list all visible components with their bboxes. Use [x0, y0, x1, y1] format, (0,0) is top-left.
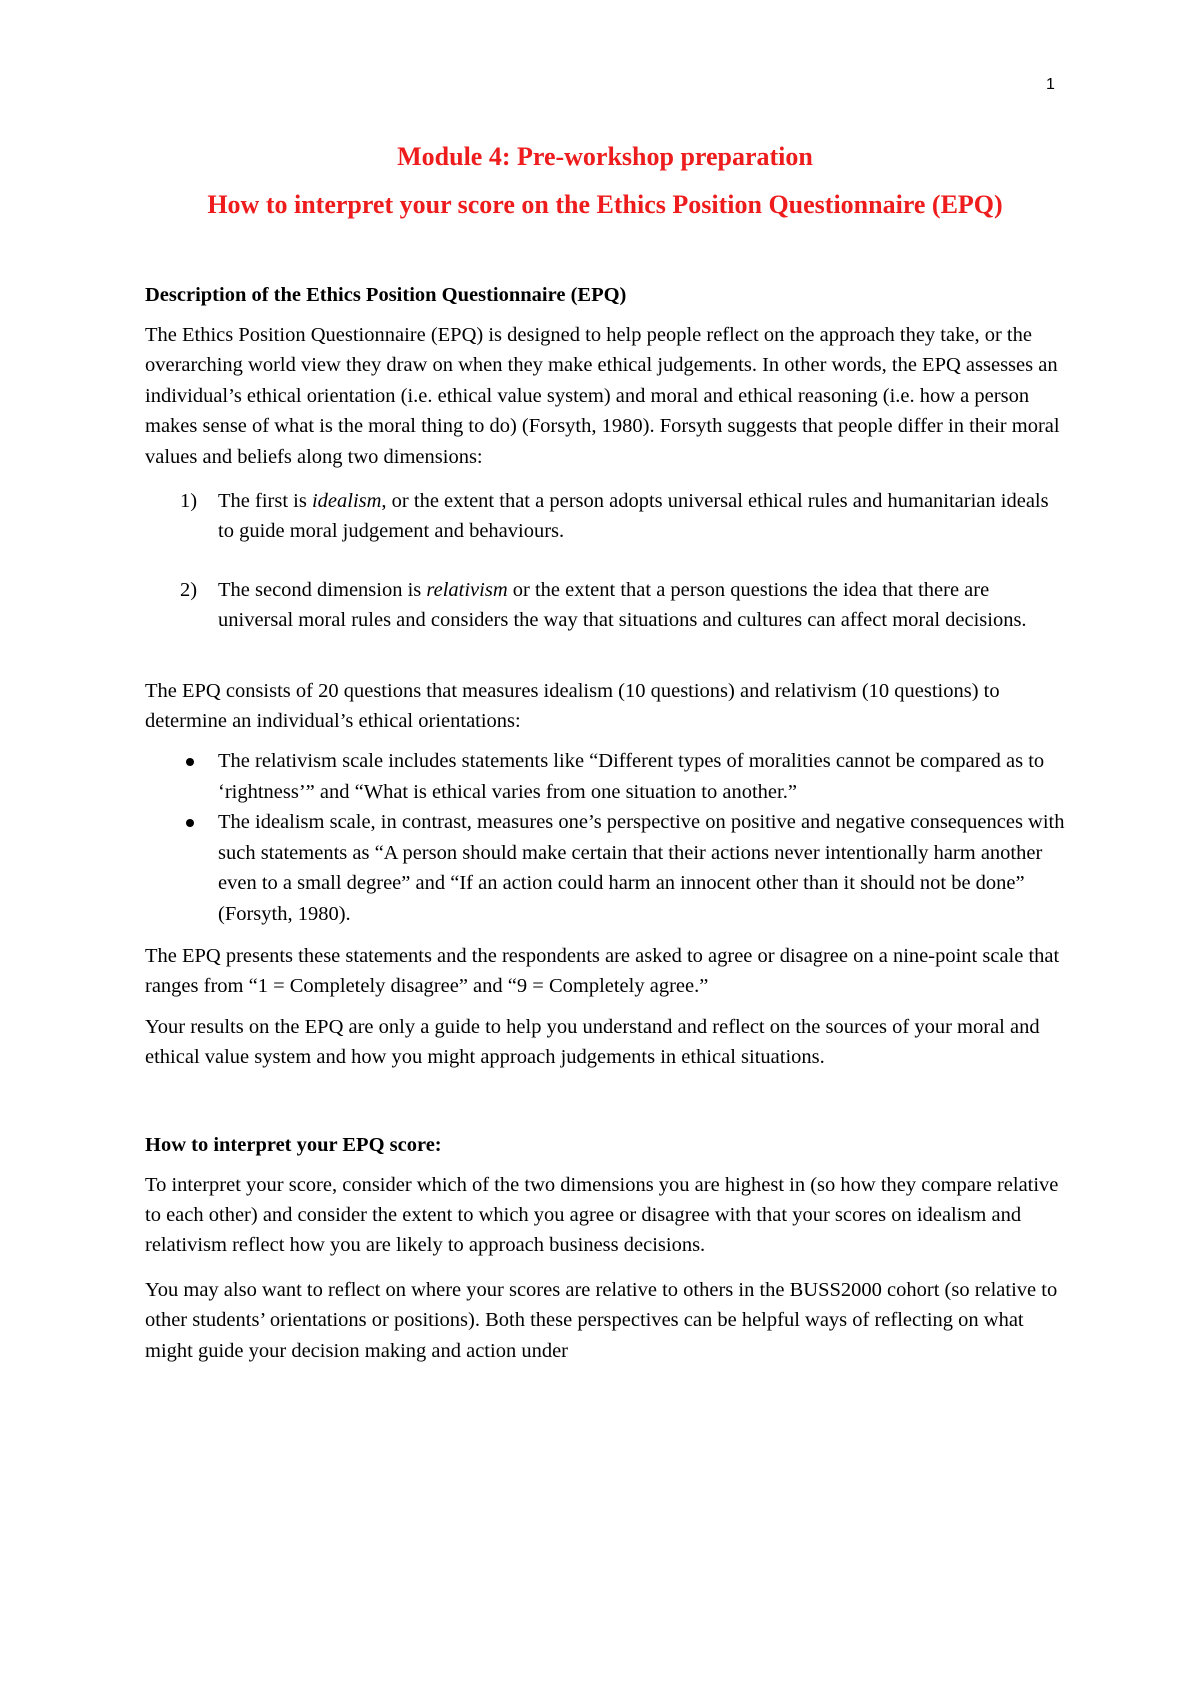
list-marker: 1) — [180, 490, 198, 513]
scale-bullet-relativism — [145, 746, 1065, 807]
dimension-text-after: , or the extent that a person adopts universal ethical rules and humanitarian ideals to guide moral judgement and behaviours. — [218, 490, 1049, 543]
bullet-text: The relativism scale includes statements like “Different types of moralities cannot be compared as to ‘rightness’” and “What is ethical varies from one situation to another.” — [218, 750, 1045, 803]
module-title: Module 4: Pre-workshop preparation — [397, 142, 813, 171]
results-paragraph: Your results on the EPQ are only a guide to help you understand and reflect on the sources of your moral and ethical value system and how you might approach judgements in ethical situations. — [145, 1015, 1040, 1069]
list-marker: 2) — [180, 578, 198, 601]
document-body — [145, 140, 1065, 1376]
interpret-paragraph: To interpret your score, consider which of the two dimensions you are highest in (so how they compare relative to each other) and consider the extent to which you agree or disagree with that your scores on idealism and relativism reflect how you are likely to approach business decisions. — [145, 1173, 1059, 1257]
bullet-icon — [186, 758, 194, 766]
dimension-text-after: or the extent that a person questions the idea that there are universal moral rules and considers the way that situations and cultures can affect moral decisions. — [218, 578, 1027, 632]
page-number: 1 — [1046, 76, 1055, 93]
document-subtitle: How to interpret your score on the Ethics Position Questionnaire (EPQ) — [207, 190, 1003, 219]
presents-paragraph: The EPQ presents these statements and the respondents are asked to agree or disagree on a nine-point scale that ranges from “1 = Completely disagree” and “9 = Completely agree.” — [145, 944, 1060, 998]
reflect-paragraph: You may also want to reflect on where your scores are relative to others in the BUSS2000 cohort (so relative to other students’ orientations or positions). Both these perspectives can be helpful ways of reflecting on what might guide your decision making and action under — [145, 1278, 1058, 1362]
bullet-text: The idealism scale, in contrast, measures one’s perspective on positive and negative consequences with such statements as “A person should make certain that their actions never intentionally harm another even to a small degree” and “If an action could harm an innocent other than it should not be done” (Forsyth, 1980). — [218, 811, 1065, 925]
section-heading-description: Description of the Ethics Position Questionnaire (EPQ) — [145, 284, 627, 306]
dimension-item-relativism — [145, 575, 1065, 636]
intro-paragraph: The Ethics Position Questionnaire (EPQ) is designed to help people reflect on the approach they take, or the overarching world view they draw on when they make ethical judgements. In other words, the EPQ assesses an individual’s ethical orientation (i.e. ethical value system) and moral and ethical reasoning (i.e. how a person makes sense of what is the moral thing to do) (Forsyth, 1980). Forsyth suggests that people differ in their moral values and beliefs along two dimensions: — [145, 324, 1060, 468]
dimension-term: idealism — [311, 490, 382, 513]
dimension-text-before: The second dimension is — [218, 578, 427, 601]
bullet-icon — [186, 819, 194, 827]
dimension-term: relativism — [426, 578, 508, 601]
consists-paragraph: The EPQ consists of 20 questions that measures idealism (10 questions) and relativism (10 questions) to determine an individual’s ethical orientations: — [145, 679, 1000, 733]
dimension-item-idealism — [145, 486, 1065, 547]
dimension-text-before: The first is — [218, 490, 312, 513]
section-heading-interpret: How to interpret your EPQ score: — [145, 1133, 442, 1156]
scale-bullet-idealism — [145, 807, 1065, 929]
